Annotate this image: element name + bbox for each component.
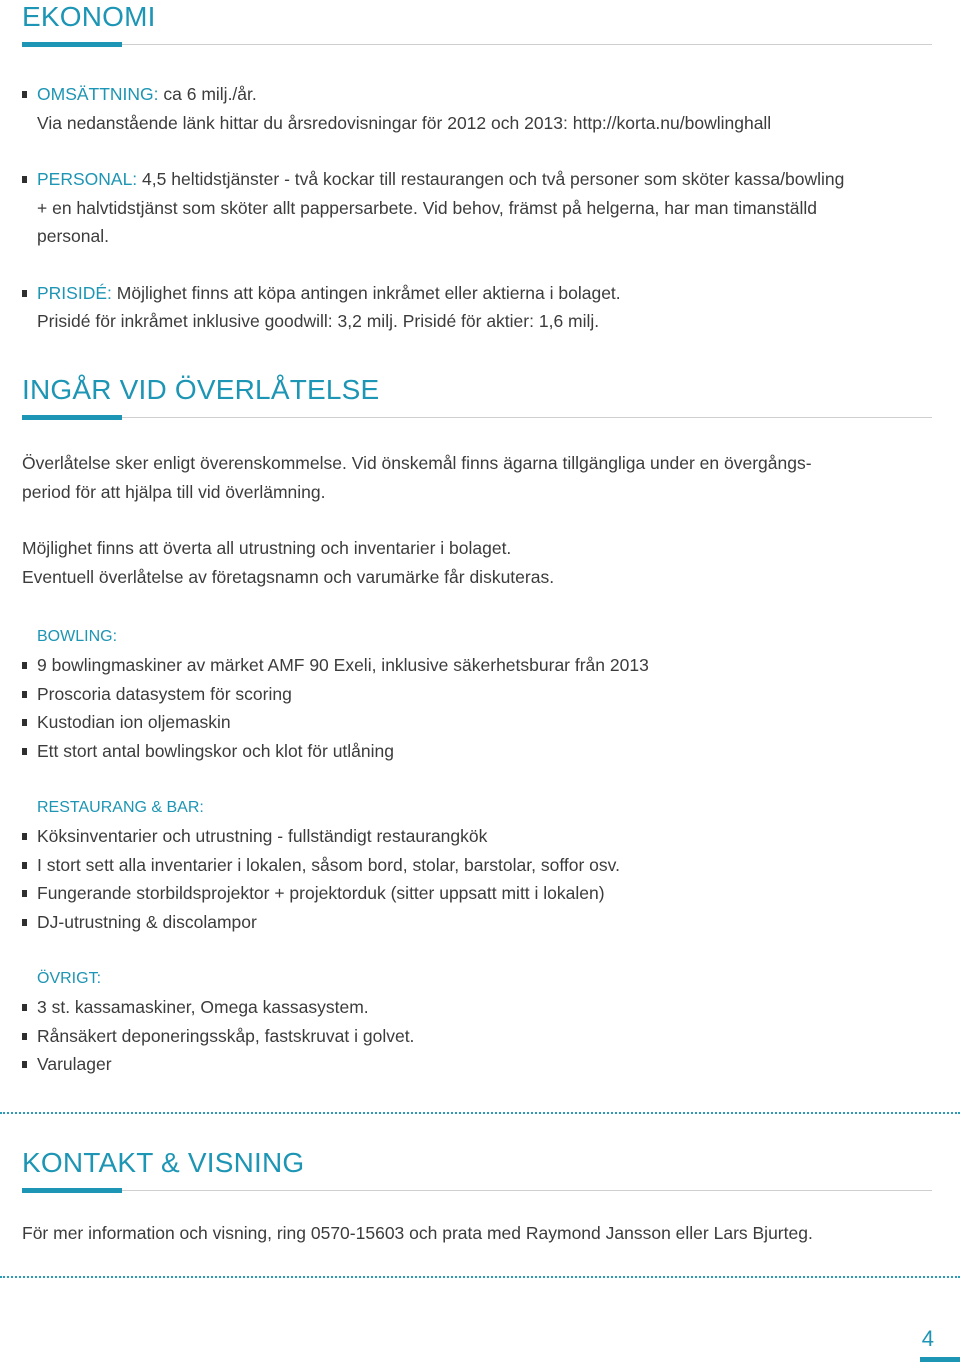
bullet-icon	[22, 833, 27, 840]
economy-heading: EKONOMI	[22, 1, 156, 32]
contact-section	[22, 1146, 932, 1248]
staff-text-3: personal.	[37, 226, 109, 246]
bowling-item-text: Kustodian ion oljemaskin	[37, 712, 231, 732]
revenue-text: ca 6 milj./år.	[158, 84, 257, 104]
bowling-item-text: Ett stort antal bowlingskor och klot för utlåning	[37, 740, 394, 761]
list-item	[22, 737, 932, 766]
transfer-paragraph-1-line-1: Överlåtelse sker enligt överenskommelse. Vid önskemål finns ägarna tillgängliga under en övergångs-	[22, 453, 812, 473]
staff-text-1: 4,5 heltidstjänster - två kockar till restaurangen och två personer som sköter kassa/bowling	[137, 169, 845, 189]
bullet-icon	[22, 1061, 27, 1068]
list-item	[22, 851, 932, 880]
revenue-label: OMSÄTTNING:	[37, 84, 159, 104]
list-item-revenue	[22, 80, 932, 137]
contact-text: För mer information och visning, ring 0570-15603 och prata med Raymond Jansson eller Lars Bjurteg.	[22, 1223, 813, 1243]
transfer-heading: INGÅR VID ÖVERLÅTELSE	[22, 374, 380, 405]
transfer-paragraph-1-line-2: period för att hjälpa till vid överlämning.	[22, 481, 326, 502]
restaurant-item-text: Köksinventarier och utrustning - fullständigt restaurangkök	[37, 826, 488, 846]
transfer-paragraph-2-line-1: Möjlighet finns att överta all utrustning och inventarier i bolaget.	[22, 538, 512, 558]
list-item	[22, 708, 932, 737]
bowling-label: BOWLING:	[37, 628, 118, 645]
bullet-icon	[22, 91, 27, 98]
page-number: 4	[921, 1326, 934, 1351]
list-item-staff	[22, 165, 932, 251]
other-list	[22, 993, 932, 1079]
other-item-text: 3 st. kassamaskiner, Omega kassasystem.	[37, 997, 369, 1017]
price-label: PRISIDÉ:	[37, 282, 112, 303]
other-item-text: Varulager	[37, 1054, 112, 1074]
bullet-icon	[22, 1004, 27, 1011]
bowling-item-text: Proscoria datasystem för scoring	[37, 683, 292, 704]
list-item	[22, 908, 932, 937]
revenue-link-text: Via nedanstående länk hittar du årsredovisningar för 2012 och 2013: http://korta.nu/bowlinghall	[37, 112, 772, 133]
bowling-item-text: 9 bowlingmaskiner av märket AMF 90 Exeli, inklusive säkerhetsburar från 2013	[37, 655, 649, 675]
economy-heading-rule	[22, 42, 932, 48]
bowling-list	[22, 651, 932, 765]
bullet-icon	[22, 919, 27, 926]
list-item	[22, 879, 932, 908]
restaurant-item-text: I stort sett alla inventarier i lokalen, såsom bord, stolar, barstolar, soffor osv.	[37, 854, 620, 875]
list-item-price	[22, 279, 932, 336]
staff-text-2: + en halvtidstjänst som sköter allt pappersarbete. Vid behov, främst på helgerna, har man timanställd	[37, 197, 817, 218]
transfer-section	[22, 373, 932, 1079]
bullet-icon	[22, 662, 27, 669]
list-item	[22, 680, 932, 709]
bullet-icon	[22, 691, 27, 698]
restaurant-item-text: DJ-utrustning & discolampor	[37, 911, 257, 932]
restaurant-label: RESTAURANG & BAR:	[37, 799, 204, 816]
page-number-bar	[920, 1357, 960, 1362]
restaurant-list	[22, 822, 932, 936]
transfer-heading-rule	[22, 415, 932, 421]
transfer-paragraph-2	[22, 534, 932, 591]
economy-list	[22, 80, 932, 336]
other-item-text: Rånsäkert deponeringsskåp, fastskruvat i golvet.	[37, 1025, 415, 1046]
bullet-icon	[22, 1033, 27, 1040]
contact-heading: KONTAKT & VISNING	[22, 1147, 305, 1178]
bullet-icon	[22, 862, 27, 869]
other-label: ÖVRIGT:	[37, 970, 102, 987]
economy-section	[22, 0, 932, 336]
bullet-icon	[22, 719, 27, 726]
transfer-paragraph-1	[22, 449, 932, 506]
list-item	[22, 1022, 932, 1051]
list-item	[22, 1050, 932, 1079]
restaurant-item-text: Fungerande storbildsprojektor + projektorduk (sitter uppsatt mitt i lokalen)	[37, 883, 605, 903]
bullet-icon	[22, 176, 27, 183]
price-text-1: Möjlighet finns att köpa antingen inkråmet eller aktierna i bolaget.	[111, 282, 621, 303]
price-text-2: Prisidé för inkråmet inklusive goodwill: 3,2 milj. Prisidé för aktier: 1,6 milj.	[37, 311, 600, 331]
bullet-icon	[22, 290, 27, 297]
list-item	[22, 651, 932, 680]
list-item	[22, 993, 932, 1022]
bullet-icon	[22, 748, 27, 755]
staff-label: PERSONAL:	[37, 169, 138, 189]
transfer-paragraph-2-line-2: Eventuell överlåtelse av företagsnamn och varumärke får diskuteras.	[22, 566, 555, 587]
contact-heading-rule	[22, 1188, 932, 1194]
list-item	[22, 822, 932, 851]
bullet-icon	[22, 890, 27, 897]
